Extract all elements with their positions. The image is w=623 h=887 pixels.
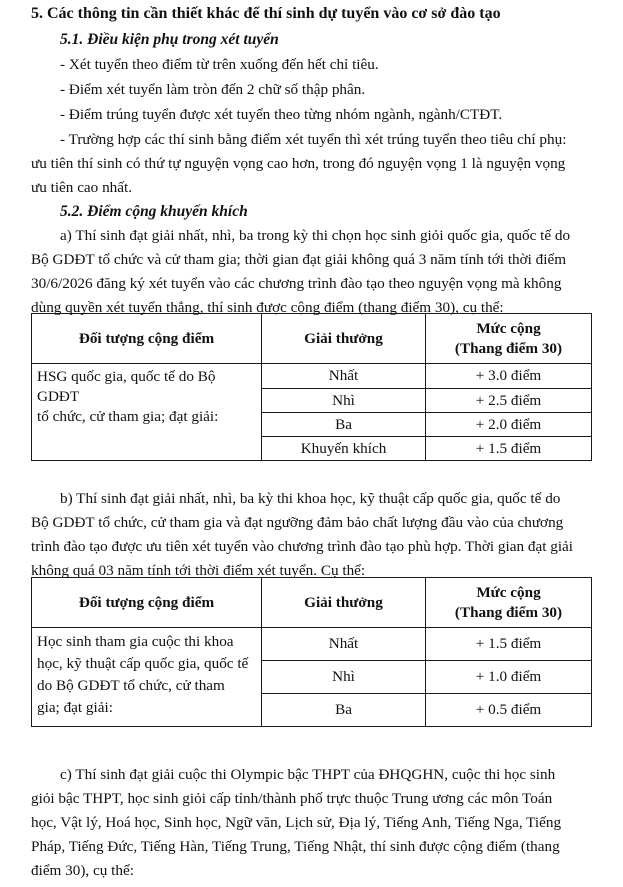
award-cell: Ba [262,694,426,727]
table-row [32,628,592,661]
paragraph-a-line-3: 30/6/2026 đăng ký xét tuyển vào các chương trình đào tạo theo nguyện vọng mà không [31,275,562,292]
paragraph-c-line-2: giỏi bậc THPT, học sinh giỏi cấp tỉnh/thành phố trực thuộc Trung ương các môn Toán [31,790,553,807]
paragraph-b-line-1: b) Thí sinh đạt giải nhất, nhì, ba kỳ thi khoa học, kỹ thuật cấp quốc gia, quốc tế do [60,490,561,507]
bonus-cell: + 3.0 điểm [426,364,592,389]
bonus-cell: + 2.0 điểm [426,413,592,437]
paragraph-c-line-1: c) Thí sinh đạt giải cuộc thi Olympic bậc THPT của ĐHQGHN, cuộc thi học sinh [60,766,556,783]
header-award: Giải thưởng [262,314,426,364]
paragraph-a-line-2: Bộ GDĐT tổ chức và cử tham gia; thời gian đạt giải không quá 3 năm tính tới thời điểm [31,251,567,268]
header-target: Đối tượng cộng điểm [32,314,262,364]
condition-item-4-line-1: - Trường hợp các thí sinh bằng điểm xét tuyển thì xét trúng tuyển theo tiêu chí phụ: [60,131,567,148]
bonus-cell: + 0.5 điểm [426,694,592,727]
subsection-5-2-title: 5.2. Điểm cộng khuyến khích [60,203,248,220]
award-cell: Nhì [262,389,426,413]
paragraph-c-line-5: điểm 30), cụ thể: [31,862,134,879]
table-header-row [32,578,592,628]
condition-item-4-line-2: ưu tiên thí sinh có thứ tự nguyện vọng cao hơn, trong đó nguyện vọng 1 là nguyện vọng [31,155,566,172]
paragraph-b-line-4: không quá 03 năm tính tới thời điểm xét tuyển. Cụ thể: [31,562,366,579]
header-bonus: Mức cộng (Thang điểm 30) [426,314,592,364]
section-title: 5. Các thông tin cần thiết khác để thí sinh dự tuyển vào cơ sở đào tạo [31,5,501,22]
paragraph-b-line-2: Bộ GDĐT tổ chức, cử tham gia và đạt ngưỡng đảm bảo chất lượng đầu vào của chương [31,514,564,531]
table-header-row [32,314,592,364]
bonus-cell: + 1.5 điểm [426,437,592,461]
paragraph-b-line-3: trình đào tạo được ưu tiên xét tuyển vào chương trình đào tạo phù hợp. Thời gian đạt giải [31,538,574,555]
paragraph-c-line-3: học, Vật lý, Hoá học, Sinh học, Ngữ văn, Lịch sử, Địa lý, Tiếng Anh, Tiếng Nga, Tiếng [31,814,562,831]
award-cell: Nhất [262,628,426,661]
subsection-5-1-title: 5.1. Điều kiện phụ trong xét tuyển [60,31,279,48]
paragraph-a-line-4: dùng quyền xét tuyển thẳng, thí sinh được cộng điểm (thang điểm 30), cụ thể: [31,299,504,316]
condition-item-4-line-3: ưu tiên cao nhất. [31,179,133,196]
paragraph-a-line-1: a) Thí sinh đạt giải nhất, nhì, ba trong kỳ thi chọn học sinh giỏi quốc gia, quốc tế do [60,227,571,244]
target-cell: HSG quốc gia, quốc tế do Bộ GDĐT tổ chức, cử tham gia; đạt giải: [32,364,262,461]
header-target: Đối tượng cộng điểm [32,578,262,628]
bonus-cell: + 2.5 điểm [426,389,592,413]
target-cell: Học sinh tham gia cuộc thi khoa học, kỹ thuật cấp quốc gia, quốc tế do Bộ GDĐT tổ chức, cử tham gia; đạt giải: [32,628,262,727]
table-row [32,364,592,389]
bonus-cell: + 1.0 điểm [426,661,592,694]
bonus-cell: + 1.5 điểm [426,628,592,661]
header-award: Giải thưởng [262,578,426,628]
paragraph-c-line-4: Pháp, Tiếng Đức, Tiếng Hàn, Tiếng Trung, Tiếng Nhật, thí sinh được cộng điểm (thang [31,838,560,855]
header-bonus: Mức cộng (Thang điểm 30) [426,578,592,628]
award-cell: Khuyến khích [262,437,426,461]
condition-item-1: - Xét tuyển theo điểm từ trên xuống đến hết chỉ tiêu. [60,56,379,73]
bonus-table-national-hsg [31,313,592,461]
bonus-table-science-contest [31,577,592,727]
condition-item-2: - Điểm xét tuyển làm tròn đến 2 chữ số thập phân. [60,81,366,98]
award-cell: Ba [262,413,426,437]
award-cell: Nhì [262,661,426,694]
condition-item-3: - Điểm trúng tuyển được xét tuyển theo từng nhóm ngành, ngành/CTĐT. [60,106,503,123]
award-cell: Nhất [262,364,426,389]
